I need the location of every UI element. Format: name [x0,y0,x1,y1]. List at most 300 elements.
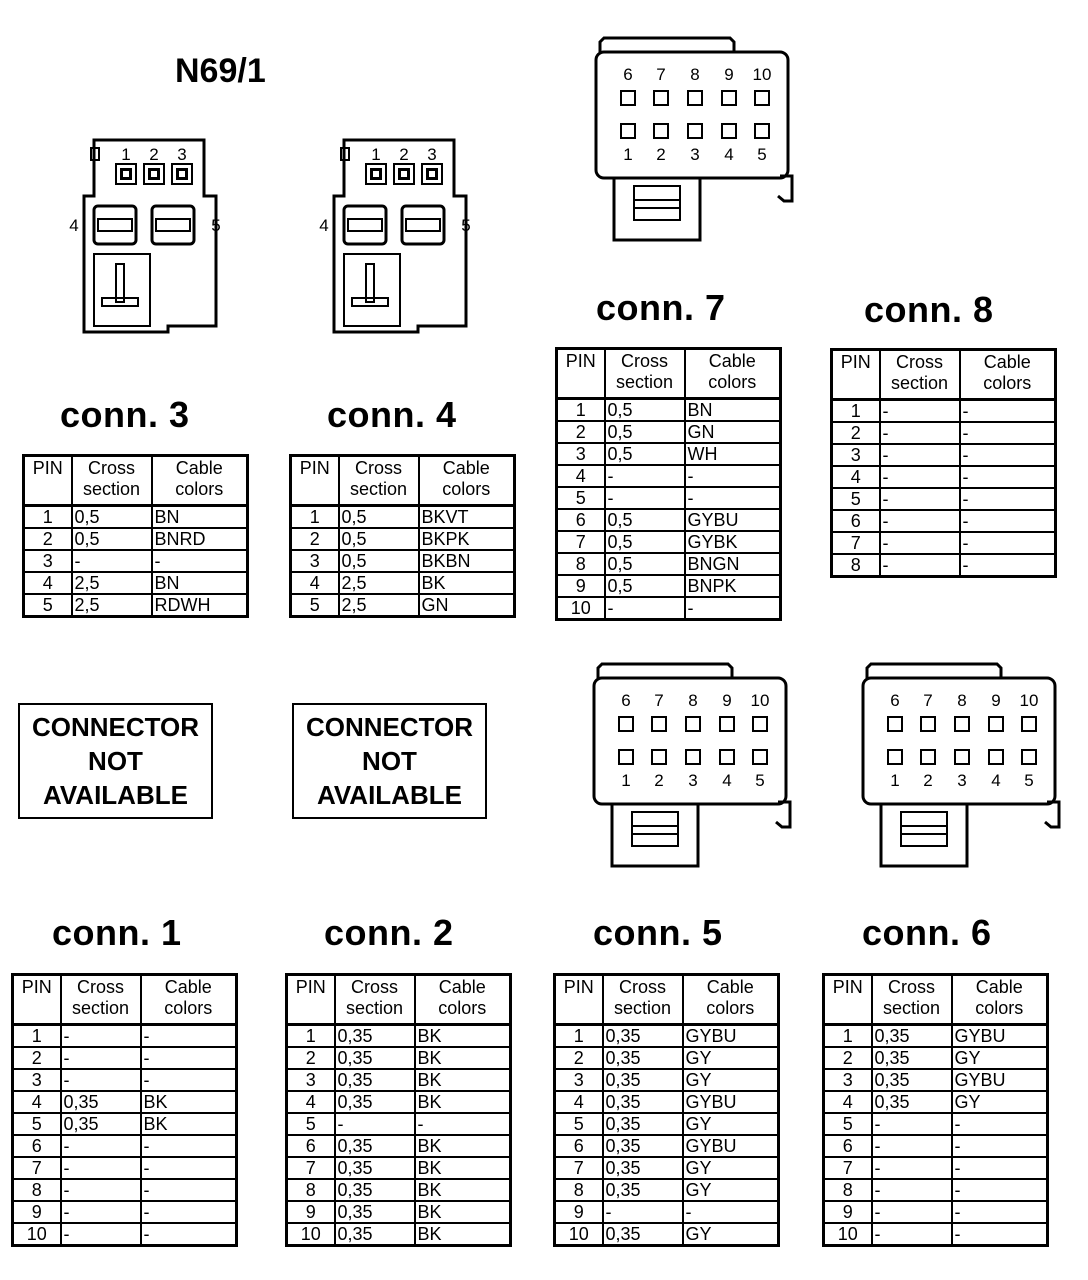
header-pin: PIN [13,975,61,1025]
cross-section-value: - [880,400,960,423]
pin-number: 3 [555,1069,603,1091]
table-row [555,1047,779,1069]
cable-color-value: - [141,1179,237,1201]
cross-section-value: 0,35 [603,1069,683,1091]
cross-section-value: - [61,1201,141,1223]
cable-color-value: - [960,422,1056,444]
pin-label: 10 [752,65,772,84]
table-row [557,597,781,620]
pin-label: 6 [890,691,900,710]
cable-color-value: - [141,1201,237,1223]
pin-label: 7 [654,691,664,710]
cross-section-value: 0,35 [335,1135,415,1157]
cross-section-value: 0,5 [72,528,152,550]
pin-square [888,717,902,731]
conn3-title: conn. 3 [60,394,190,435]
pin-number: 5 [13,1113,61,1135]
table-row [13,1157,237,1179]
cable-color-value: GY [683,1069,779,1091]
conn7-pin-table [555,347,782,621]
pin-square [888,750,902,764]
table-row [824,1113,1048,1135]
cross-section-value: - [603,1201,683,1223]
cross-section-value: 0,35 [603,1135,683,1157]
cross-section-value: 0,35 [335,1179,415,1201]
pin-square [686,717,700,731]
table-row [13,1201,237,1223]
table-row [555,1091,779,1113]
pin-number: 1 [557,399,605,422]
cross-section-value: 2,5 [72,594,152,617]
pin-label: 4 [991,771,1001,790]
cable-color-value: GYBU [685,509,781,531]
table-row [13,1179,237,1201]
pin-number: 7 [557,531,605,553]
pin-square [955,750,969,764]
table-row [13,1135,237,1157]
table-row [557,553,781,575]
table-row [287,1069,511,1091]
table-row [832,444,1056,466]
cross-section-value: - [61,1135,141,1157]
pin-number: 10 [13,1223,61,1246]
header-pin: PIN [832,350,880,400]
pin-label: 4 [69,216,79,235]
cable-color-value: - [960,400,1056,423]
pin-label: 2 [656,145,666,164]
pin-square [688,91,702,105]
conn8-pin-table [830,348,1057,578]
pin-number: 10 [557,597,605,620]
pin-square [652,717,666,731]
pin-number: 4 [555,1091,603,1113]
latch-frame [632,812,678,846]
table-row [824,1047,1048,1069]
pin-label: 3 [957,771,967,790]
pin-number: 3 [557,443,605,465]
conn8-title: conn. 8 [864,289,994,330]
table-row [555,1179,779,1201]
pin-label: 10 [750,691,770,710]
cable-color-value: - [415,1113,511,1135]
cross-section-value: 0,35 [335,1047,415,1069]
cable-color-value: GN [419,594,515,617]
header-cross-section: Cross section [339,456,419,506]
pin-number: 4 [24,572,72,594]
power-slot-left [94,206,136,244]
cable-color-value: BK [415,1201,511,1223]
pin-number: 2 [13,1047,61,1069]
cable-color-value: - [960,466,1056,488]
table-row [824,1179,1048,1201]
conn5-pin-table [553,973,780,1247]
conn4-title: conn. 4 [327,394,457,435]
pin-number: 3 [287,1069,335,1091]
table-row [291,550,515,572]
table-row [24,528,248,550]
cross-section-value: - [880,532,960,554]
pin-square [720,717,734,731]
pin-number: 6 [832,510,880,532]
pin-label: 5 [1024,771,1034,790]
table-row [13,1113,237,1135]
power-slot-left-inner [348,219,382,231]
cable-color-value: BKPK [419,528,515,550]
cable-color-value: GY [683,1113,779,1135]
pin-square [654,91,668,105]
latch-frame [634,186,680,220]
table-row [832,510,1056,532]
table-row [824,1025,1048,1048]
table-row [24,550,248,572]
cable-color-value: BNGN [685,553,781,575]
cross-section-value: 0,5 [72,506,152,529]
cable-color-value: BK [141,1113,237,1135]
pin-square-core [429,171,435,177]
pin-label: 8 [688,691,698,710]
cable-color-value: BK [415,1069,511,1091]
pin-square [921,717,935,731]
na-line-3: AVAILABLE [43,780,188,810]
pin-number: 7 [824,1157,872,1179]
header-cable-colors: Cable colors [152,456,248,506]
connector-not-available-box [292,703,487,819]
cross-section-value: 0,35 [335,1201,415,1223]
table-header-row [557,349,781,399]
na-line-2: NOT [88,746,143,776]
header-cross-section: Cross section [605,349,685,399]
pin-label: 10 [1019,691,1039,710]
pin-number: 4 [13,1091,61,1113]
cable-color-value: BK [415,1223,511,1246]
header-pin: PIN [24,456,72,506]
pin-number: 3 [832,444,880,466]
table-row [832,488,1056,510]
cross-section-value: - [872,1113,952,1135]
header-pin: PIN [291,456,339,506]
header-cable-colors: Cable colors [683,975,779,1025]
cross-section-value: - [605,465,685,487]
pin-square [652,750,666,764]
cable-color-value: BNPK [685,575,781,597]
conn4-pin-table [289,454,516,618]
table-row [824,1069,1048,1091]
cable-color-value: GY [952,1047,1048,1069]
table-row [287,1091,511,1113]
pin-square [1022,750,1036,764]
pin-number: 3 [291,550,339,572]
cross-section-value: 0,35 [603,1223,683,1246]
conn6-title: conn. 6 [862,912,992,953]
cable-color-value: BN [152,572,248,594]
cross-section-value: 0,35 [335,1157,415,1179]
table-row [555,1135,779,1157]
cable-color-value: GY [683,1223,779,1246]
connector-side-clip [1045,802,1059,827]
pin-label: 4 [724,145,734,164]
conn6-pin-table [822,973,1049,1247]
table-row [287,1047,511,1069]
page-title: N69/1 [175,52,266,90]
table-row [824,1091,1048,1113]
header-cable-colors: Cable colors [685,349,781,399]
cross-section-value: - [72,550,152,572]
pin-number: 9 [287,1201,335,1223]
cross-section-value: - [61,1025,141,1048]
cable-color-value: BK [415,1025,511,1048]
pin-square [654,124,668,138]
conn5-title: conn. 5 [593,912,723,953]
cross-section-value: 0,35 [335,1025,415,1048]
cross-section-value: 0,35 [335,1223,415,1246]
power-slot-right [402,206,444,244]
pin-label: 4 [319,216,329,235]
cable-color-value: BKVT [419,506,515,529]
pin-square [989,717,1003,731]
cable-color-value: - [952,1113,1048,1135]
pin-number: 6 [824,1135,872,1157]
cable-color-value: GYBU [683,1135,779,1157]
table-row [557,509,781,531]
cross-section-value: - [880,554,960,577]
cross-section-value: 0,5 [339,528,419,550]
pin-number: 3 [824,1069,872,1091]
cable-color-value: - [960,510,1056,532]
table-row [287,1157,511,1179]
pin-number: 1 [291,506,339,529]
cross-section-value: 0,35 [335,1091,415,1113]
header-cable-colors: Cable colors [419,456,515,506]
pin-number: 8 [555,1179,603,1201]
pin-square [722,91,736,105]
pin-square [720,750,734,764]
table-row [832,532,1056,554]
table-row [287,1223,511,1246]
pin-square [921,750,935,764]
pin-square [621,124,635,138]
header-cable-colors: Cable colors [952,975,1048,1025]
pin-number: 5 [24,594,72,617]
table-row [13,1091,237,1113]
pin-number: 4 [824,1091,872,1113]
cable-color-value: - [152,550,248,572]
table-row [555,1223,779,1246]
pin-number: 2 [824,1047,872,1069]
power-slot-left [344,206,386,244]
table-row [557,531,781,553]
header-cross-section: Cross section [61,975,141,1025]
cable-color-value: BK [415,1179,511,1201]
cross-section-value: - [880,422,960,444]
pin-number: 1 [287,1025,335,1048]
pin-number: 3 [13,1069,61,1091]
table-row [13,1223,237,1246]
header-cross-section: Cross section [72,456,152,506]
conn3-pin-table [22,454,249,618]
pin-number: 10 [555,1223,603,1246]
na-line-3: AVAILABLE [317,780,462,810]
pin-number: 2 [291,528,339,550]
latch-frame [901,812,947,846]
pin-label: 7 [656,65,666,84]
cross-section-value: 0,35 [335,1069,415,1091]
cross-section-value: - [61,1179,141,1201]
pin-number: 1 [832,400,880,423]
cable-color-value: GYBK [685,531,781,553]
pin-number: 8 [832,554,880,577]
pin-number: 8 [824,1179,872,1201]
large-connector-drawing [588,662,798,872]
table-row [555,1201,779,1223]
cross-section-value: 0,35 [61,1113,141,1135]
table-row [287,1025,511,1048]
cable-color-value: BN [685,399,781,422]
pin-square [989,750,1003,764]
pin-number: 5 [824,1113,872,1135]
table-row [291,528,515,550]
header-pin: PIN [824,975,872,1025]
pin-number: 6 [287,1135,335,1157]
small-connector-drawing [314,136,484,336]
pin-label: 1 [371,145,381,164]
cable-color-value: GYBU [952,1025,1048,1048]
pin-label: 8 [957,691,967,710]
pin-number: 1 [13,1025,61,1048]
conn2-title: conn. 2 [324,912,454,953]
pin-square [753,717,767,731]
table-row [555,1157,779,1179]
cable-color-value: GYBU [683,1025,779,1048]
power-slot-left-inner [98,219,132,231]
pin-label: 2 [654,771,664,790]
table-row [13,1047,237,1069]
cross-section-value: 0,35 [872,1025,952,1048]
pin-number: 5 [557,487,605,509]
pin-number: 6 [557,509,605,531]
table-header-row [24,456,248,506]
table-row [824,1135,1048,1157]
table-header-row [824,975,1048,1025]
cable-color-value: GN [685,421,781,443]
table-row [824,1223,1048,1246]
pin-number: 2 [24,528,72,550]
table-row [291,572,515,594]
pin-square-core [401,171,407,177]
pin-label: 1 [890,771,900,790]
cable-color-value: - [960,532,1056,554]
pin-label: 6 [623,65,633,84]
pin-number: 4 [832,466,880,488]
pin-number: 5 [291,594,339,617]
table-row [24,506,248,529]
pin-square [619,717,633,731]
cross-section-value: 0,5 [339,550,419,572]
cable-color-value: GY [683,1179,779,1201]
cross-section-value: - [61,1157,141,1179]
header-cross-section: Cross section [603,975,683,1025]
pin-label: 5 [461,216,471,235]
small-connector-drawing [64,136,234,336]
pin-number: 10 [824,1223,872,1246]
pin-label: 5 [757,145,767,164]
pin-number: 1 [24,506,72,529]
cross-section-value: 0,5 [605,575,685,597]
table-row [287,1201,511,1223]
table-row [555,1025,779,1048]
pin-number: 7 [287,1157,335,1179]
pin-label: 3 [690,145,700,164]
cable-color-value: GY [683,1047,779,1069]
cross-section-value: 0,35 [603,1091,683,1113]
table-row [832,554,1056,577]
cross-section-value: - [872,1157,952,1179]
table-row [832,400,1056,423]
cross-section-value: - [872,1179,952,1201]
cable-color-value: - [960,488,1056,510]
pin-number: 7 [13,1157,61,1179]
cable-color-value: - [960,554,1056,577]
na-line-1: CONNECTOR [31,712,200,742]
pin-label: 9 [724,65,734,84]
table-row [832,422,1056,444]
pin-square-core [179,171,185,177]
table-header-row [291,456,515,506]
cross-section-value: 0,5 [605,443,685,465]
latch-stem [366,264,374,302]
cross-section-value: 2,5 [339,594,419,617]
cross-section-value: 0,35 [872,1047,952,1069]
power-slot-right [152,206,194,244]
table-row [824,1157,1048,1179]
table-row [824,1201,1048,1223]
table-row [832,466,1056,488]
table-header-row [13,975,237,1025]
cable-color-value: - [141,1025,237,1048]
table-row [557,487,781,509]
table-row [557,421,781,443]
cable-color-value: BK [419,572,515,594]
cable-color-value: - [141,1069,237,1091]
cross-section-value: 2,5 [339,572,419,594]
latch-stem [116,264,124,302]
pin-label: 6 [621,691,631,710]
pin-number: 3 [24,550,72,572]
cross-section-value: - [61,1069,141,1091]
pin-number: 2 [287,1047,335,1069]
pin-square [686,750,700,764]
cable-color-value: BK [415,1091,511,1113]
pin-number: 2 [555,1047,603,1069]
cable-color-value: BN [152,506,248,529]
table-row [287,1135,511,1157]
pin-square [1022,717,1036,731]
cable-color-value: BK [415,1157,511,1179]
cable-color-value: BNRD [152,528,248,550]
table-row [557,443,781,465]
cross-section-value: 0,5 [605,509,685,531]
pin-number: 6 [13,1135,61,1157]
header-cross-section: Cross section [880,350,960,400]
cross-section-value: 0,35 [603,1047,683,1069]
pin-number: 5 [832,488,880,510]
cross-section-value: - [880,510,960,532]
cable-color-value: GYBU [952,1069,1048,1091]
cable-color-value: - [141,1135,237,1157]
pin-square-core [151,171,157,177]
pin-number: 5 [555,1113,603,1135]
pin-number: 7 [832,532,880,554]
pin-label: 9 [722,691,732,710]
